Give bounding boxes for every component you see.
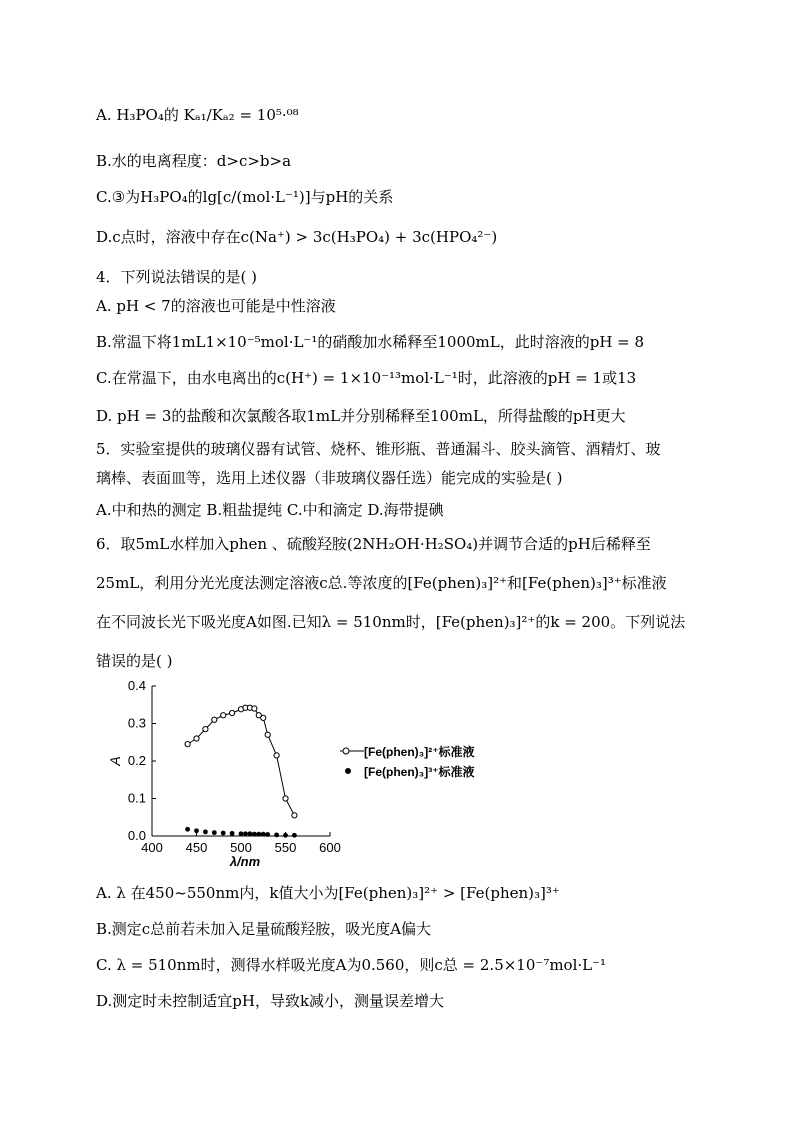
series-fe3-point	[292, 833, 297, 838]
option-6d: D.测定时未控制适宜pH，导致k减小，测量误差增大	[96, 992, 445, 1010]
option-3c: C.③为H₃PO₄的lg[c/(mol·L⁻¹)]与pH的关系	[96, 188, 394, 206]
series-fe3-point	[239, 831, 244, 836]
y-tick-label: 0.0	[127, 828, 146, 843]
series-fe2-point	[203, 727, 208, 732]
option-3b: B.水的电离程度：d>c>b>a	[96, 152, 292, 170]
series-fe2-point	[265, 732, 270, 737]
series-fe3-point	[274, 832, 279, 837]
question-4: 4．下列说法错误的是( )	[96, 268, 258, 286]
series-fe2-point	[252, 706, 257, 711]
y-axis-label: A	[107, 756, 123, 766]
question-6-line4: 错误的是( )	[96, 652, 173, 670]
series-fe2-point	[261, 715, 266, 720]
option-3a: A. H₃PO₄的 Kₐ₁/Kₐ₂ = 10⁵·⁰⁸	[96, 106, 299, 124]
y-tick-label: 0.3	[127, 715, 146, 731]
series-fe2-point	[194, 736, 199, 741]
series-fe2-point	[230, 710, 235, 715]
chart-legend	[340, 742, 475, 782]
series-fe3-point	[230, 831, 235, 836]
series-fe3-point	[185, 827, 190, 832]
series-fe2-point	[283, 796, 288, 801]
legend-item-fe3	[340, 762, 475, 782]
series-fe3-point	[221, 831, 226, 836]
x-tick-label: 550	[274, 840, 297, 855]
option-6b: B.测定c总前若未加入足量硫酸羟胺，吸光度A偏大	[96, 920, 432, 938]
option-6a: A. λ 在450~550nm内，k值大小为[Fe(phen)₃]²⁺ > [Fe(phen)₃]³⁺	[96, 884, 560, 902]
option-3d: D.c点时，溶液中存在c(Na⁺) > 3c(H₃PO₄) + 3c(HPO₄²⁻)	[96, 228, 498, 246]
series-fe3-point	[283, 833, 288, 838]
question-6-line2: 25mL，利用分光光度法测定溶液c总.等浓度的[Fe(phen)₃]²⁺和[Fe(phen)₃]³⁺标准液	[96, 574, 667, 592]
y-tick-label: 0.1	[127, 790, 146, 806]
series-fe3-point	[265, 832, 270, 837]
series-fe2-point	[274, 753, 279, 758]
series-fe2-point	[185, 742, 190, 747]
question-5-line2: 璃棒、表面皿等，选用上述仪器（非玻璃仪器任选）能完成的实验是( )	[96, 469, 563, 487]
series-fe2-point	[212, 717, 217, 722]
series-fe2-point	[221, 713, 226, 718]
x-tick-label: 500	[230, 840, 252, 855]
series-fe3-point	[252, 832, 257, 837]
series-fe3-point	[256, 832, 261, 837]
x-tick-label: 600	[319, 840, 341, 855]
open-circle-line-icon	[340, 742, 364, 762]
series-fe3-point	[261, 832, 266, 837]
y-tick-label: 0.2	[127, 753, 146, 768]
option-4c: C.在常温下，由水电离出的c(H⁺) = 1×10⁻¹³mol·L⁻¹时，此溶液的pH = 1或13	[96, 369, 637, 387]
series-fe3-point	[248, 831, 253, 836]
series-fe3-point	[203, 829, 208, 834]
y-tick-label: 0.4	[127, 678, 146, 693]
series-fe3-point	[212, 830, 217, 835]
question-5-line1: 5．实验室提供的玻璃仪器有试管、烧杯、锥形瓶、普通漏斗、胶头滴管、酒精灯、玻	[96, 440, 661, 458]
series-fe2-line	[188, 708, 295, 816]
series-fe3-point	[194, 828, 199, 833]
option-4b: B.常温下将1mL1×10⁻⁵mol·L⁻¹的硝酸加水稀释至1000mL，此时溶液的pH = 8	[96, 333, 645, 351]
legend-label-fe3: [Fe(phen)₃]³⁺标准液	[364, 765, 475, 779]
option-4a: A. pH < 7的溶液也可能是中性溶液	[96, 297, 336, 315]
series-fe2-point	[292, 813, 297, 818]
option-6c: C. λ = 510nm时，测得水样吸光度A为0.560，则c总 = 2.5×10⁻⁷mol·L⁻¹	[96, 956, 607, 974]
x-axis-label: λ/nm	[229, 854, 261, 869]
question-6-line3: 在不同波长光下吸光度A如图.已知λ = 510nm时，[Fe(phen)₃]²⁺的k = 200。下列说法	[96, 613, 686, 631]
legend-label-fe2: [Fe(phen)₃]²⁺标准液	[364, 745, 475, 759]
legend-item-fe2	[340, 742, 475, 762]
question-5-options: A.中和热的测定 B.粗盐提纯 C.中和滴定 D.海带提碘	[96, 501, 444, 519]
x-tick-label: 400	[141, 840, 163, 855]
filled-circle-icon	[340, 762, 364, 782]
x-tick-label: 450	[185, 840, 208, 855]
option-4d: D. pH = 3的盐酸和次氯酸各取1mL并分别稀释至100mL，所得盐酸的pH更大	[96, 407, 626, 425]
question-6-line1: 6．取5mL水样加入phen 、硫酸羟胺(2NH₂OH·H₂SO₄)并调节合适的pH后稀释至	[96, 535, 651, 553]
series-fe3-point	[243, 831, 248, 836]
